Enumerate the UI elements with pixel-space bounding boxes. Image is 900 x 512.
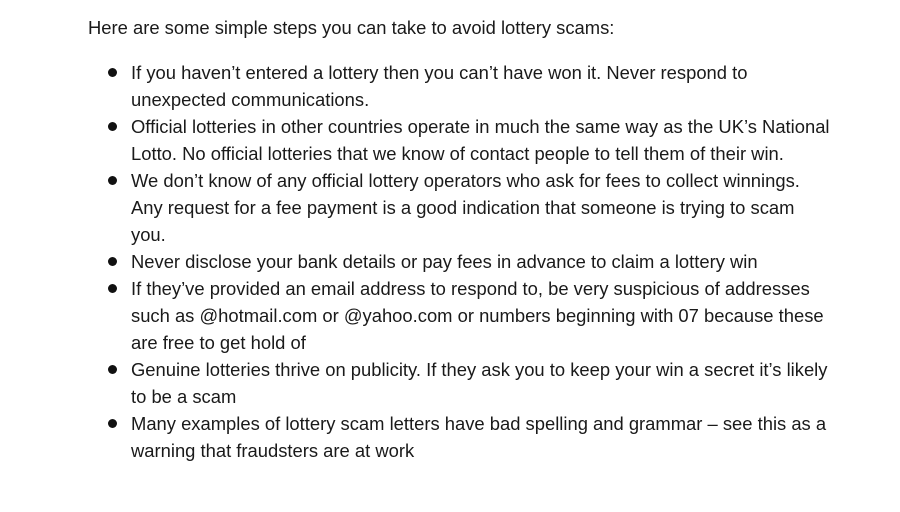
list-item	[88, 248, 831, 275]
list-item	[88, 113, 831, 167]
list-item	[88, 410, 831, 464]
list-item-text: Genuine lotteries thrive on publicity. If they ask you to keep your win a secret it’s likely to be a scam	[131, 359, 828, 407]
list-item-text: Many examples of lottery scam letters have bad spelling and grammar – see this as a warning that fraudsters are at work	[131, 413, 827, 461]
intro-paragraph: Here are some simple steps you can take to avoid lottery scams:	[88, 17, 615, 38]
list-item	[88, 275, 831, 356]
bullet-icon	[108, 257, 117, 266]
bullet-icon	[108, 176, 117, 185]
bullet-icon	[108, 122, 117, 131]
list-item-text: Official lotteries in other countries operate in much the same way as the UK’s National Lotto. No official lotteries that we know of contact people to tell them of their win.	[131, 116, 830, 164]
list-item	[88, 167, 831, 248]
list-item	[88, 59, 831, 113]
bullet-icon	[108, 68, 117, 77]
list-item-text: If they’ve provided an email address to respond to, be very suspicious of addresses such as @hotmail.com or @yahoo.com or numbers beginning with 07 because these are free to get hold of	[131, 278, 824, 353]
list-item-text: If you haven’t entered a lottery then you can’t have won it. Never respond to unexpected communications.	[131, 62, 748, 110]
document-body	[88, 14, 888, 464]
tips-list	[88, 59, 888, 464]
list-item-text: Never disclose your bank details or pay fees in advance to claim a lottery win	[131, 251, 758, 272]
bullet-icon	[108, 419, 117, 428]
bullet-icon	[108, 284, 117, 293]
list-item	[88, 356, 831, 410]
bullet-icon	[108, 365, 117, 374]
list-item-text: We don’t know of any official lottery operators who ask for fees to collect winnings. Any request for a fee payment is a good indication that someone is trying to scam you.	[131, 170, 800, 245]
